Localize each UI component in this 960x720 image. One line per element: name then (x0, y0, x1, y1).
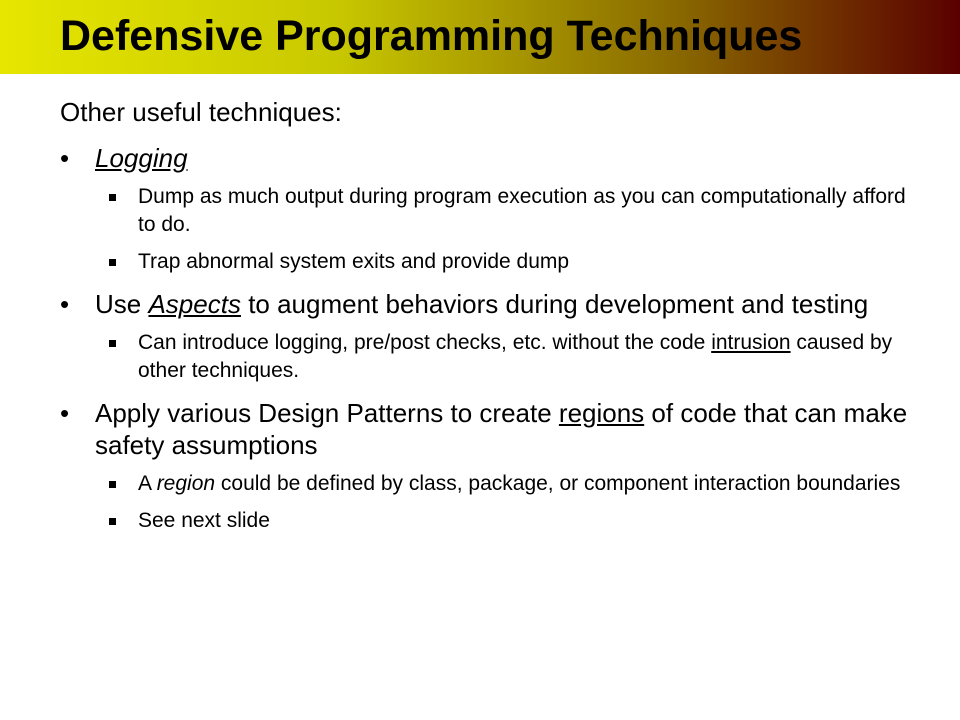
bullet-text-pre: Use (95, 289, 149, 319)
regions-term: regions (558, 398, 645, 428)
sub-bullet-trap-exits (60, 248, 920, 276)
sub-bullet-text: See next slide (138, 509, 270, 532)
intrusion-term: intrusion (711, 331, 791, 354)
intro-text: Other useful techniques: (60, 97, 342, 127)
sub-bullet-dump-output (60, 183, 920, 239)
bullet-design-patterns (60, 397, 920, 461)
bullet-logging (60, 142, 920, 174)
slide-title: Defensive Programming Techniques (60, 12, 803, 60)
title-bar (0, 0, 960, 74)
sub-bullet-introduce-logging (60, 329, 920, 385)
region-term: region (156, 472, 216, 495)
sub-bullet-region-definition (60, 470, 920, 498)
logging-label: Logging (95, 143, 188, 173)
sub-bullet-text: Trap abnormal system exits and provide dump (138, 250, 570, 273)
sub-bullet-text-post: caused by other techniques. (138, 331, 893, 382)
bullet-text-post: to augment behaviors during development and testing (240, 289, 869, 319)
square-bullet-icon (109, 340, 116, 347)
sub-bullet-text-pre: A (138, 472, 157, 495)
square-bullet-icon (109, 518, 116, 525)
square-bullet-icon (109, 259, 116, 266)
slide-content (60, 96, 920, 535)
aspects-term: Aspects (148, 289, 241, 319)
bullet-dot-icon: • (60, 289, 70, 319)
square-bullet-icon (109, 481, 116, 488)
bullet-aspects (60, 288, 920, 320)
sub-bullet-text-post: could be defined by class, package, or component interaction boundaries (215, 472, 901, 495)
bullet-dot-icon: • (60, 143, 70, 173)
sub-bullet-text-pre: Can introduce logging, pre/post checks, etc. without the code (138, 331, 712, 354)
bullet-dot-icon: • (60, 398, 70, 428)
square-bullet-icon (109, 194, 116, 201)
bullet-text-post: of code that can make safety assumptions (95, 398, 908, 460)
sub-bullet-see-next-slide (60, 507, 920, 535)
sub-bullet-text: Dump as much output during program execution as you can computationally afford to do. (138, 185, 906, 236)
bullet-text-pre: Apply various Design Patterns to create (95, 398, 559, 428)
